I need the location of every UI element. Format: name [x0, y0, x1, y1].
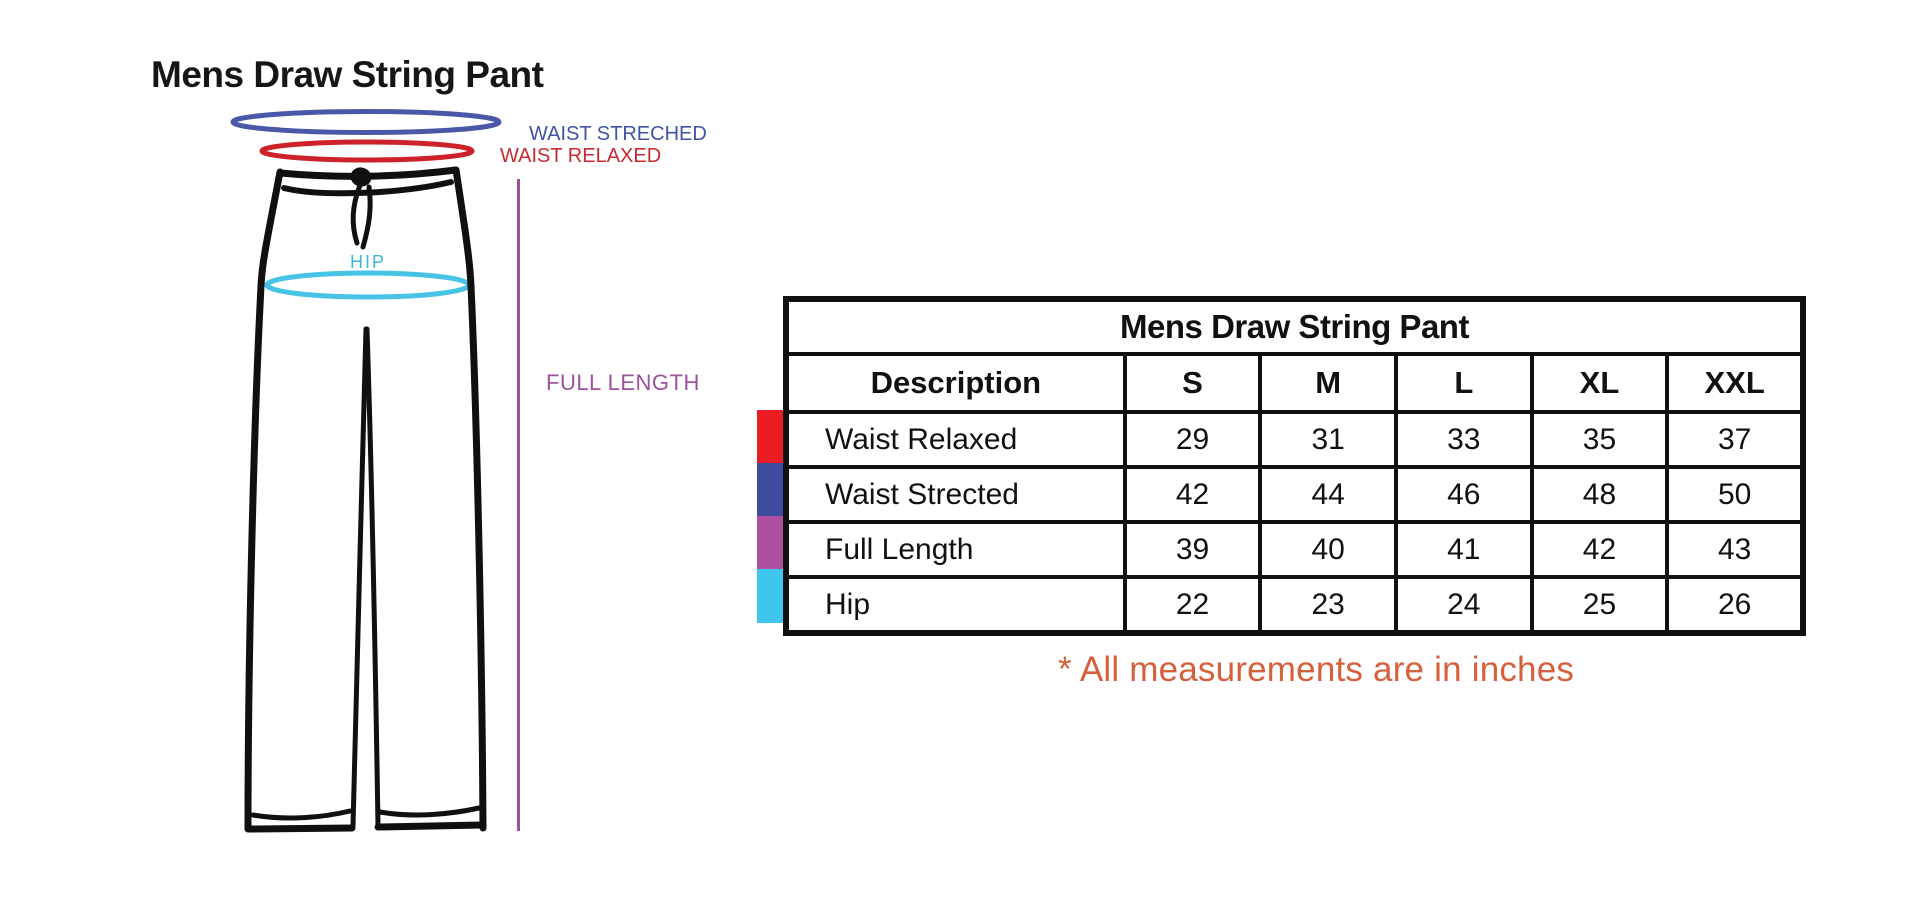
table-row-waist-strected — [786, 467, 1803, 522]
col-header-l: L — [1396, 354, 1532, 412]
cell-value: 50 — [1667, 467, 1803, 522]
swatch-waist-strected — [757, 463, 784, 516]
size-chart-title: Mens Draw String Pant — [786, 299, 1803, 354]
col-header-description: Description — [786, 354, 1125, 412]
row-label: Full Length — [786, 522, 1125, 577]
table-row-full-length — [786, 522, 1803, 577]
col-header-xl: XL — [1532, 354, 1668, 412]
diagram-title: Mens Draw String Pant — [151, 54, 544, 95]
cell-value: 44 — [1260, 467, 1396, 522]
cell-value: 46 — [1396, 467, 1532, 522]
swatch-hip — [757, 569, 784, 623]
measurements-footnote: * All measurements are in inches — [1058, 650, 1575, 689]
cell-value: 39 — [1125, 522, 1261, 577]
drawstring — [349, 166, 373, 247]
table-row-waist-relaxed — [786, 412, 1803, 467]
waist-relaxed-label: WAIST RELAXED — [500, 145, 662, 167]
cell-value: 40 — [1260, 522, 1396, 577]
swatch-full-length — [757, 516, 784, 569]
table-row-hip — [786, 577, 1803, 633]
cell-value: 42 — [1532, 522, 1668, 577]
waist-relaxed-ellipse — [262, 142, 472, 160]
hip-label: HIP — [350, 252, 387, 272]
cell-value: 37 — [1667, 412, 1803, 467]
cell-value: 31 — [1260, 412, 1396, 467]
waist-streched-ellipse — [233, 112, 499, 133]
col-header-s: S — [1125, 354, 1261, 412]
cell-value: 43 — [1667, 522, 1803, 577]
row-label: Hip — [786, 577, 1125, 633]
col-header-xxl: XXL — [1667, 354, 1803, 412]
cell-value: 26 — [1667, 577, 1803, 633]
cell-value: 25 — [1532, 577, 1668, 633]
cell-value: 24 — [1396, 577, 1532, 633]
full-length-label: FULL LENGTH — [546, 370, 700, 395]
row-label: Waist Relaxed — [786, 412, 1125, 467]
size-chart-table — [783, 296, 1806, 636]
cell-value: 42 — [1125, 467, 1261, 522]
waist-streched-label: WAIST STRECHED — [529, 123, 707, 145]
row-label: Waist Strected — [786, 467, 1125, 522]
cell-value: 35 — [1532, 412, 1668, 467]
swatch-waist-relaxed — [757, 410, 784, 463]
col-header-m: M — [1260, 354, 1396, 412]
cell-value: 33 — [1396, 412, 1532, 467]
hip-ellipse — [267, 273, 469, 297]
cell-value: 23 — [1260, 577, 1396, 633]
cell-value: 29 — [1125, 412, 1261, 467]
cell-value: 41 — [1396, 522, 1532, 577]
cell-value: 22 — [1125, 577, 1261, 633]
row-color-legend — [757, 410, 784, 623]
cell-value: 48 — [1532, 467, 1668, 522]
